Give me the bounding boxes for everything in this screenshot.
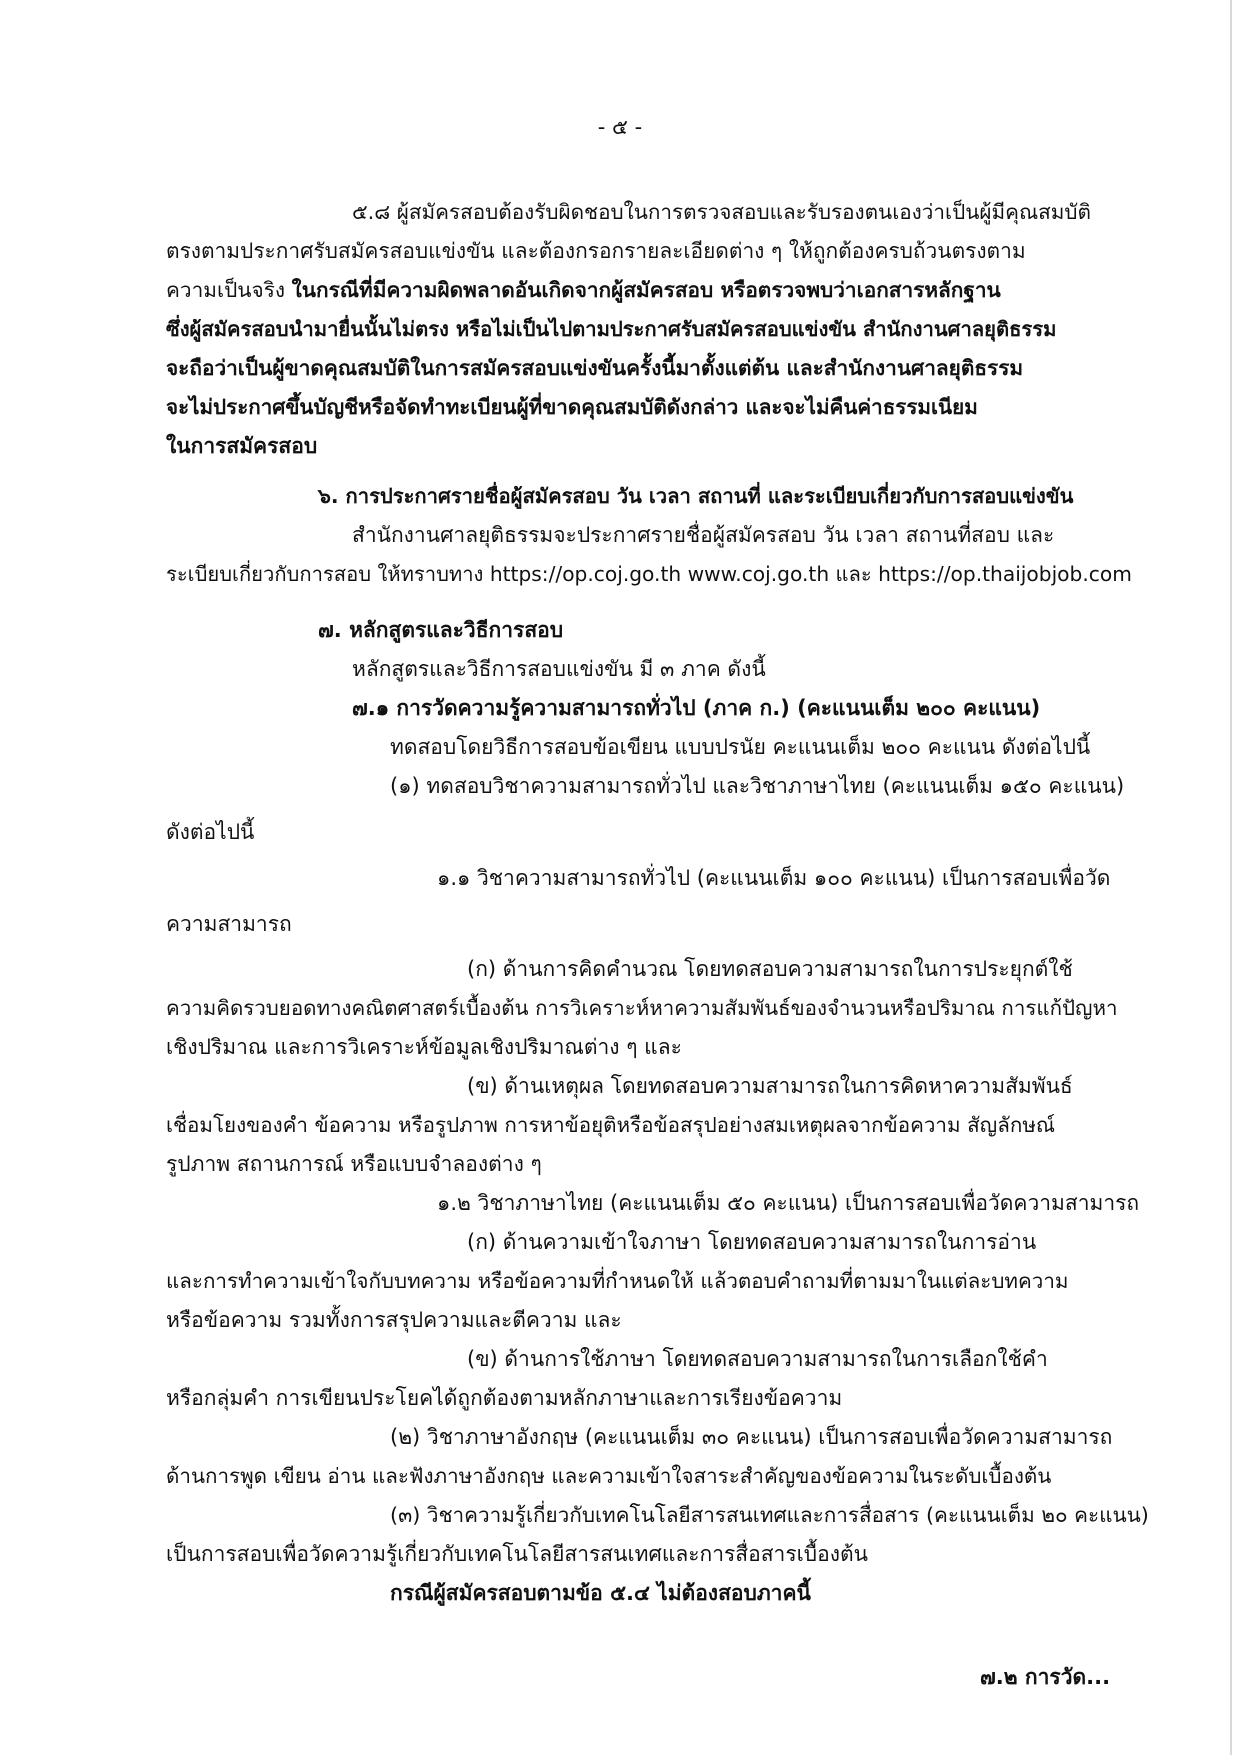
item-1-1-line-1: ๑.๑ วิชาความสามารถทั่วไป (คะแนนเต็ม ๑๐๐ คะแนน) เป็นการสอบเพื่อวัด (437, 866, 1111, 890)
item-1-1-b-line-3: รูปภาพ สถานการณ์ หรือแบบจำลองต่าง ๆ (166, 1152, 542, 1176)
item-1-1-b-line-1: (ข) ด้านเหตุผล โดยทดสอบความสามารถในการคิดหาความสัมพันธ์ (467, 1074, 1073, 1098)
section-7-1-heading: ๗.๑ การวัดความรู้ความสามารถทั่วไป (ภาค ก.) (คะแนนเต็ม ๒๐๐ คะแนน) (352, 696, 1041, 720)
item-1-1-a-line-1: (ก) ด้านการคิดคำนวณ โดยทดสอบความสามารถในการประยุกต์ใช้ (467, 957, 1073, 981)
section-6-heading: ๖. การประกาศรายชื่อผู้สมัครสอบ วัน เวลา สถานที่ และระเบียบเกี่ยวกับการสอบแข่งขัน (318, 484, 1074, 508)
page-number: - ๕ - (597, 115, 643, 139)
section-5-8-line-3-normal: ความเป็นจริง (166, 278, 292, 302)
section-7-heading: ๗. หลักสูตรและวิธีการสอบ (318, 618, 564, 642)
item-1-1-b-line-2: เชื่อมโยงของคำ ข้อความ หรือรูปภาพ การหาข้อยุติหรือข้อสรุปอย่างสมเหตุผลจากข้อความ สัญลักษณ์ (166, 1113, 1056, 1137)
exemption-note: กรณีผู้สมัครสอบตามข้อ ๕.๔ ไม่ต้องสอบภาคนี้ (390, 1581, 811, 1605)
item-1-2-line-1: ๑.๒ วิชาภาษาไทย (คะแนนเต็ม ๕๐ คะแนน) เป็นการสอบเพื่อวัดความสามารถ (437, 1191, 1140, 1215)
item-1-1-line-2: ความสามารถ (166, 912, 292, 936)
section-5-8-line-6: จะไม่ประกาศขึ้นบัญชีหรือจัดทำทะเบียนผู้ที่ขาดคุณสมบัติดังกล่าว และจะไม่คืนค่าธรรมเนียม (166, 395, 978, 419)
item-3-line-2: เป็นการสอบเพื่อวัดความรู้เกี่ยวกับเทคโนโลยีสารสนเทศและการสื่อสารเบื้องต้น (166, 1542, 868, 1566)
section-5-8-line-3 (166, 273, 1001, 307)
item-1-1-a-line-2: ความคิดรวบยอดทางคณิตศาสตร์เบื้องต้น การวิเคราะห์หาความสัมพันธ์ของจำนวนหรือปริมาณ การแก้ปัญหา (166, 996, 1118, 1020)
item-3-line-1: (๓) วิชาความรู้เกี่ยวกับเทคโนโลยีสารสนเทศและการสื่อสาร (คะแนนเต็ม ๒๐ คะแนน) (390, 1503, 1149, 1527)
item-1-2-a-line-1: (ก) ด้านความเข้าใจภาษา โดยทดสอบความสามารถในการอ่าน (467, 1230, 1037, 1254)
section-6-line-1: สำนักงานศาลยุติธรรมจะประกาศรายชื่อผู้สมัครสอบ วัน เวลา สถานที่สอบ และ (352, 523, 1055, 547)
item-1-2-b-line-1: (ข) ด้านการใช้ภาษา โดยทดสอบความสามารถในการเลือกใช้คำ (467, 1347, 1048, 1371)
section-7-1-intro: ทดสอบโดยวิธีการสอบข้อเขียน แบบปรนัย คะแนนเต็ม ๒๐๐ คะแนน ดังต่อไปนี้ (390, 735, 1091, 759)
section-7-intro: หลักสูตรและวิธีการสอบแข่งขัน มี ๓ ภาค ดังนี้ (352, 657, 766, 681)
item-1-line-2: ดังต่อไปนี้ (166, 820, 255, 844)
section-5-8-line-5: จะถือว่าเป็นผู้ขาดคุณสมบัติในการสมัครสอบแข่งขันครั้งนี้มาตั้งแต่ต้น และสำนักงานศาลยุติธรรม (166, 356, 1024, 380)
item-2-line-1: (๒) วิชาภาษาอังกฤษ (คะแนนเต็ม ๓๐ คะแนน) เป็นการสอบเพื่อวัดความสามารถ (390, 1425, 1113, 1449)
section-5-8-line-3-bold: ในกรณีที่มีความผิดพลาดอันเกิดจากผู้สมัครสอบ หรือตรวจพบว่าเอกสารหลักฐาน (291, 278, 1001, 302)
section-5-8-line-7: ในการสมัครสอบ (166, 434, 318, 458)
item-1-2-b-line-2: หรือกลุ่มคำ การเขียนประโยคได้ถูกต้องตามหลักภาษาและการเรียงข้อความ (166, 1386, 843, 1410)
item-1-2-a-line-2: และการทำความเข้าใจกับบทความ หรือข้อความที่กำหนดให้ แล้วตอบคำถามที่ตามมาในแต่ละบทความ (166, 1269, 1069, 1293)
scan-edge-line (1230, 0, 1232, 1755)
item-1-2-a-line-3: หรือข้อความ รวมทั้งการสรุปความและตีความ และ (166, 1308, 622, 1332)
section-5-8-line-2: ตรงตามประกาศรับสมัครสอบแข่งขัน และต้องกรอกรายละเอียดต่าง ๆ ให้ถูกต้องครบถ้วนตรงตาม (166, 239, 1026, 263)
section-5-8-line-4: ซึ่งผู้สมัครสอบนำมายื่นนั้นไม่ตรง หรือไม่เป็นไปตามประกาศรับสมัครสอบแข่งขัน สำนักงานศาลยุติธรรม (166, 317, 1057, 341)
page-continuation: ๗.๒ การวัด... (980, 1665, 1111, 1689)
item-2-line-2: ด้านการพูด เขียน อ่าน และฟังภาษาอังกฤษ และความเข้าใจสาระสำคัญของข้อความในระดับเบื้องต้น (166, 1464, 1052, 1488)
item-1-1-a-line-3: เชิงปริมาณ และการวิเคราะห์ข้อมูลเชิงปริมาณต่าง ๆ และ (166, 1035, 682, 1059)
section-6-line-2: ระเบียบเกี่ยวกับการสอบ ให้ทราบทาง https://op.coj.go.th www.coj.go.th และ https://op.thaijobjob.com (166, 562, 1132, 586)
item-1-line-1: (๑) ทดสอบวิชาความสามารถทั่วไป และวิชาภาษาไทย (คะแนนเต็ม ๑๕๐ คะแนน) (390, 774, 1125, 798)
section-5-8-line-1: ๕.๘ ผู้สมัครสอบต้องรับผิดชอบในการตรวจสอบและรับรองตนเองว่าเป็นผู้มีคุณสมบัติ (352, 200, 1091, 224)
